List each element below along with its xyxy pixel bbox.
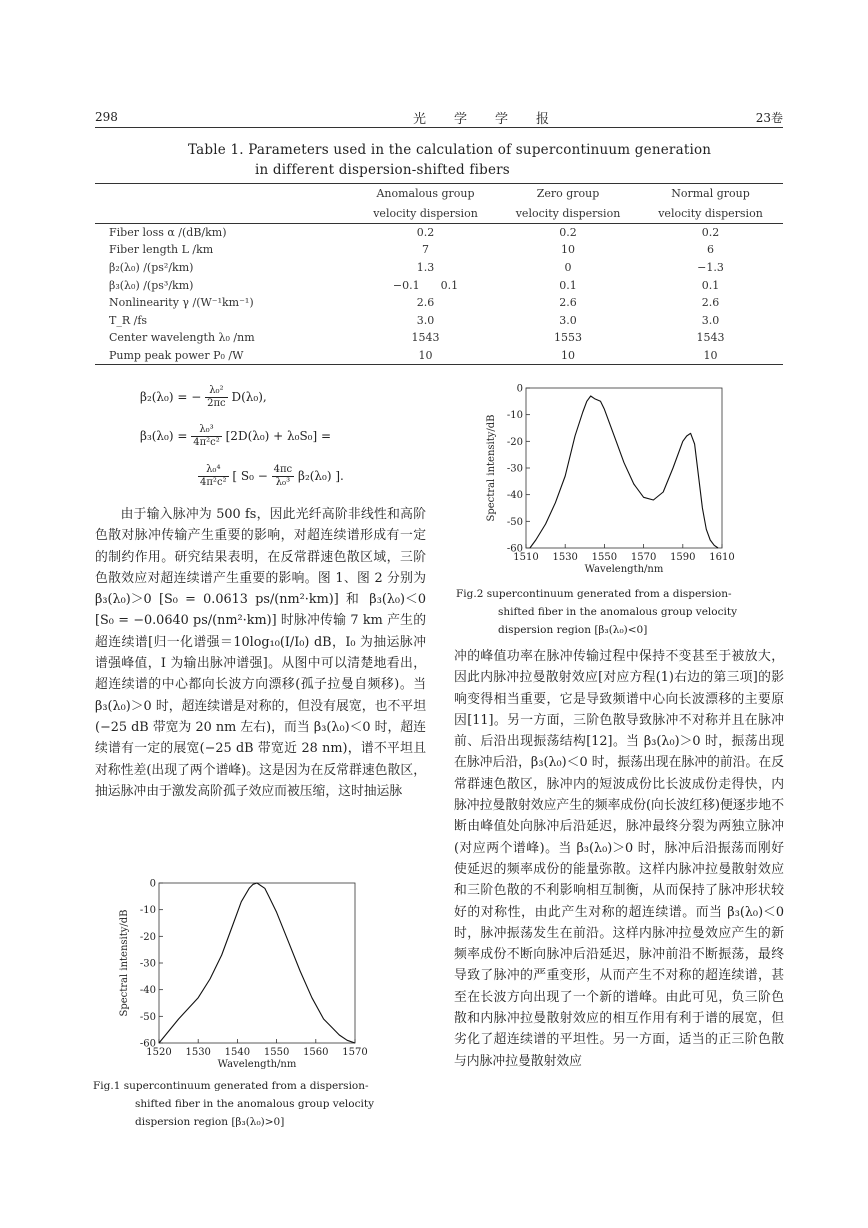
y-tick-label: -30 [506,463,523,475]
y-tick-label: -60 [139,1038,156,1050]
figure-1-chart [115,875,385,1075]
column-header: Normal group [638,184,783,204]
x-tick-label: 1570 [630,552,657,563]
parameter-name: Fiber loss α /(dB/km) [109,226,227,240]
parameter-name: β₃(λ₀) /(ps³/km) [109,278,194,292]
y-tick-label: -10 [139,905,156,917]
table-header-row [95,204,783,224]
y-tick-label: 0 [516,383,523,395]
plot-frame [526,388,722,548]
table-cell: 7 [422,243,429,257]
table-row [95,259,783,277]
table-cell: 1543 [411,331,440,345]
y-tick-label: -30 [139,958,156,970]
x-axis-label: Wavelength/nm [217,1059,297,1070]
x-tick-label: 1530 [552,552,578,563]
table-cell: 0.2 [559,226,577,240]
parameter-name: Fiber length L /km [109,243,214,257]
table-row [95,347,783,365]
parameter-name: β₂(λ₀) /(ps²/km) [109,260,194,274]
body-text-right: 冲的峰值功率在脉冲传输过程中保持不变甚至于被放大，因此内脉冲拉曼散射效应[对应方程(1)右边的第三项]的影响变得相当重要，它是导致频谱中心向长波漂移的主要原因[11]。另一方面，三阶色散导致脉冲不对称并且在脉冲前、后沿出现振荡结构[12]。当 β₃(λ₀)＞0 时，振荡出现在脉冲后沿，β₃(λ₀)＜0 时，振荡出现在脉冲的前沿。在反常群速色散区，脉冲内的短波成份比长波成份走得快，内脉冲拉曼散射效应产生的频率成份(向长波红移)便逐步地不断由峰值处向脉冲后沿延迟，脉冲最终分裂为两独立脉冲(对应两个谱峰)。当 β₃(λ₀)＞0 时，脉冲后沿振荡而刚好使延迟的频率成份的能量弥散。这样内脉冲拉曼散射效应和三阶色散的不利影响相互制衡，从而保持了脉冲形状较好的对称性，由此产生对称的超连续谱。而当 β₃(λ₀)＜0 时，脉冲振荡发生在前沿。这样内脉冲拉曼效应产生的新频率成份不断向脉冲后沿延迟，脉冲前沿不断振荡，最终导致了脉冲的严重变形，从而产生不对称的超连续谱，甚至在长波方向出现了一个新的谱峰。由此可见，负三阶色散和内脉冲拉曼散射效应的相互作用有利于谱的展宽，但劣化了超连续谱的平坦性。另一方面，适当的正三阶色散与内脉冲拉曼散射效应 [454,649,784,1069]
table-cell: 10 [561,243,575,257]
x-tick-label: 1560 [303,1047,329,1058]
equation-beta3: β₃(λ₀) = $\frac{\text{λ₀³}}{\text{4π²c²}}$ [2D(λ₀) + λ₀S₀] = [140,424,332,448]
table-cell: 0.1 [701,278,720,292]
figure-2-chart [482,380,752,580]
figure-1-caption: Fig.1 supercontinuum generated from a dispersion- shifted fiber in the anomalous group velocity dispersion region [β₃(λ₀)>0] [93,1080,375,1128]
equation-beta3-expanded: $\frac{\text{λ₀⁴}}{\text{4π²c²}}$ [ S₀ − $\frac{4\pi c}{\text{λ₀³}}$ β₂(λ₀) ]. [200,464,344,488]
table-cell: 6 [707,243,714,257]
column-header: velocity dispersion [638,204,783,224]
table-cell: 2.6 [701,296,720,310]
parameter-name: T_R /fs [109,313,148,327]
journal-title: 光学学报 [413,112,578,127]
table-cell: 0.2 [416,226,435,240]
x-tick-label: 1530 [185,1047,211,1058]
body-text-left: 由于输入脉冲为 500 fs，因此光纤高阶非线性和高阶色散对脉冲传输产生重要的影响，对超连续谱形成有一定的制约作用。研究结果表明，在反常群速色散区域，三阶色散效应对超连续谱产生重要的影响。图 1、图 2 分别为 β₃(λ₀)＞0 [S₀ = 0.0613 ps/(nm²·km)] 和 β₃(λ₀)＜0 [S₀ = −0.0640 ps/(nm²·km)] 时脉冲传输 7 km 产生的超连续谱[归一化谱强＝10log₁₀(I/I₀) dB，I₀ 为抽运脉冲谱强峰值，I 为输出脉冲谱强]。从图中可以清楚地看出，超连续谱的中心都向长波方向漂移(孤子拉曼自频移)。当 β₃(λ₀)＞0 时，超连续谱是对称的，但没有展宽，也不平坦(−25 dB 带宽为 20 nm 左右)，而当 β₃(λ₀)＜0 时，超连续谱有一定的展宽(−25 dB 带宽近 28 nm)，谱不平坦且对称性差(出现了两个谱峰)。这是因为在反常群速色散区，抽运脉冲由于激发高阶孤子效应而被压缩，这时抽运脉 [95,507,426,799]
y-tick-label: -40 [139,985,156,997]
spectrum-line [159,883,355,1043]
table-caption-line2: in different dispersion-shifted fibers [255,162,510,178]
table-cell: 1553 [554,331,582,345]
table-row [95,311,783,329]
parameter-name: Pump peak power P₀ /W [95,347,353,365]
page-number: 298 [95,110,118,124]
table-cell: 1.3 [416,260,435,274]
x-axis-label: Wavelength/nm [584,564,664,575]
figure-2-caption: Fig.2 supercontinuum generated from a dispersion- shifted fiber in the anomalous group velocity dispersion region [β₃(λ₀)<0] [456,588,738,636]
spectrum-line [530,396,718,548]
table-row [95,276,783,294]
table-row [95,294,783,312]
x-tick-label: 1520 [146,1047,172,1058]
table-cell: 3.0 [416,313,435,327]
table-row [95,224,783,242]
page-header [95,108,783,128]
table-caption-line1: Table 1. Parameters used in the calculation of supercontinuum generation [188,142,712,158]
table-row [95,329,783,347]
x-tick-label: 1510 [513,552,539,563]
y-axis-label: Spectral intensity/dB [486,414,497,522]
y-tick-label: -60 [506,543,523,555]
column-header: Anomalous group [353,184,498,204]
y-tick-label: -10 [506,410,523,422]
x-tick-label: 1550 [263,1047,290,1058]
y-tick-label: -20 [139,931,156,943]
y-tick-label: -20 [506,436,523,448]
y-axis-label: Spectral intensity/dB [119,909,130,1017]
column-header: velocity dispersion [353,204,498,224]
x-tick-label: 1590 [670,552,696,563]
table-cell: 3.0 [701,313,720,327]
column-header: Zero group [498,184,638,204]
table-cell: 2.6 [559,296,577,310]
parameter-name: Center wavelength λ₀ /nm [109,331,255,345]
table-cell: 0.1 [559,278,577,292]
table-cell: 10 [638,347,783,365]
table-header-row [95,184,783,204]
y-tick-label: -40 [506,490,523,502]
y-tick-label: -50 [139,1011,156,1023]
parameters-table [95,183,783,365]
x-tick-label: 1570 [342,1047,368,1058]
table-cell: 0.2 [701,226,720,240]
y-tick-label: -50 [506,516,523,528]
table-cell: 3.0 [559,313,577,327]
table-cell: 10 [353,347,498,365]
table-cell: 2.6 [416,296,435,310]
table-cell: 0 [564,260,572,274]
x-tick-label: 1550 [591,552,618,563]
table-caption [188,140,711,180]
equation-beta2: β₂(λ₀) = − $\frac{\text{λ₀²}}{2\pi c}$ D(λ₀), [140,385,267,409]
plot-frame [159,883,355,1043]
parameter-name: Nonlinearity γ /(W⁻¹km⁻¹) [109,296,254,310]
table-cell: −1.3 [697,260,724,274]
volume-label: 23卷 [755,111,783,125]
y-tick-label: 0 [149,878,156,890]
table-row [95,241,783,259]
table-cell: 10 [498,347,638,365]
column-header: velocity dispersion [498,204,638,224]
table-cell: 1543 [696,331,725,345]
table-cell: −0.1 0.1 [392,278,459,292]
x-tick-label: 1540 [224,1047,251,1058]
x-tick-label: 1610 [709,552,735,563]
